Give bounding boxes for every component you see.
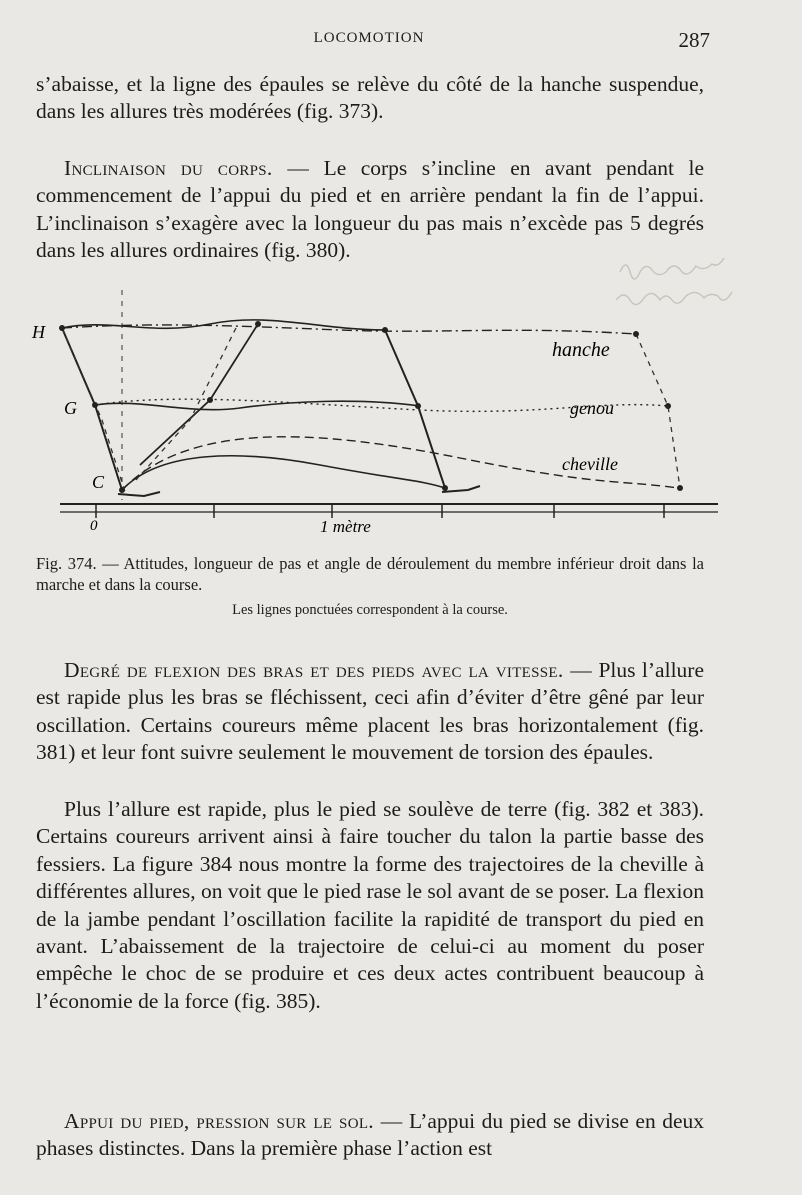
paragraph-5	[36, 1108, 704, 1163]
page-number: 287	[678, 28, 710, 52]
knee-trajectory-walk	[95, 401, 420, 410]
paragraph-3-text: Plus l’allure est rapide plus les bras se fléchissent, ceci afin d’éviter d’être gêné par leur oscillation. Certains coureurs même placent les bras horizontalement (fig. 381) et leur font suivre seulement le mouvement de torsion des épaules.	[36, 658, 705, 765]
hip-trajectory-run	[62, 325, 636, 334]
paragraph-5-text: L’appui du pied se divise en deux phases distinctes. Dans la première phase l’action est	[36, 1109, 704, 1161]
paragraph-2-text: Le corps s’incline en avant pendant le commencement de l’appui du pied et en arrière pendant la fin de l’appui. L’inclinaison s’exagère avec la longueur du pas mais n’excède pas 5 degrés dans les allures ordinaires (fig. 380).	[36, 156, 704, 263]
label-cheville: cheville	[562, 454, 618, 474]
paragraph-1: s’abaisse, et la ligne des épaules se relève du côté de la hanche suspendue, dans les allures très modérées (fig. 373).	[36, 72, 704, 124]
label-g: G	[64, 398, 77, 418]
figure-374	[32, 280, 740, 540]
label-genou: genou	[570, 398, 614, 418]
hip-trajectory-walk	[62, 320, 385, 330]
label-origin: 0	[90, 518, 98, 534]
figure-caption: Fig. 374. — Attitudes, longueur de pas et angle de déroulement du membre inférieur droit dans la marche et dans la course.	[36, 554, 704, 594]
paragraph-2	[36, 155, 704, 265]
label-h: H	[32, 322, 45, 342]
paragraph-4: Plus l’allure est rapide, plus le pied se soulève de terre (fig. 382 et 383). Certains coureurs arrivent ainsi à faire toucher du talon la partie basse des fessiers. La figure 384 nous montre la forme des trajectoires de la cheville à différentes allures, on voit que le pied rase le sol avant de se poser. La flexion de la jambe pendant l’oscillation facilite la rapidité de transport du pied en avant. L’abaissement de la trajectoire de celui-ci au moment du poser empêche le choc de se produire et ces deux actes contribuent beaucoup à l’économie de la force (fig. 385).	[36, 797, 704, 1013]
running-head	[30, 30, 708, 54]
leg-mid	[140, 324, 258, 465]
section-heading-degre: Degré de flexion des bras et des pieds avec la vitesse. —	[64, 658, 593, 682]
section-heading-appui: Appui du pied, pression sur le sol. —	[64, 1109, 403, 1133]
running-title: LOCOMOTION	[313, 30, 425, 46]
leg-end	[385, 330, 445, 488]
figure-note: Les lignes ponctuées correspondent à la course.	[232, 602, 508, 618]
label-hanche: hanche	[552, 339, 610, 361]
ankle-trajectory-walk	[122, 456, 445, 490]
label-scale: 1 mètre	[320, 517, 371, 536]
paragraph-3	[36, 657, 704, 767]
label-c: C	[92, 472, 105, 492]
section-heading-inclinaison: Inclinaison du corps. —	[64, 156, 310, 180]
figure-drawing	[32, 280, 740, 540]
